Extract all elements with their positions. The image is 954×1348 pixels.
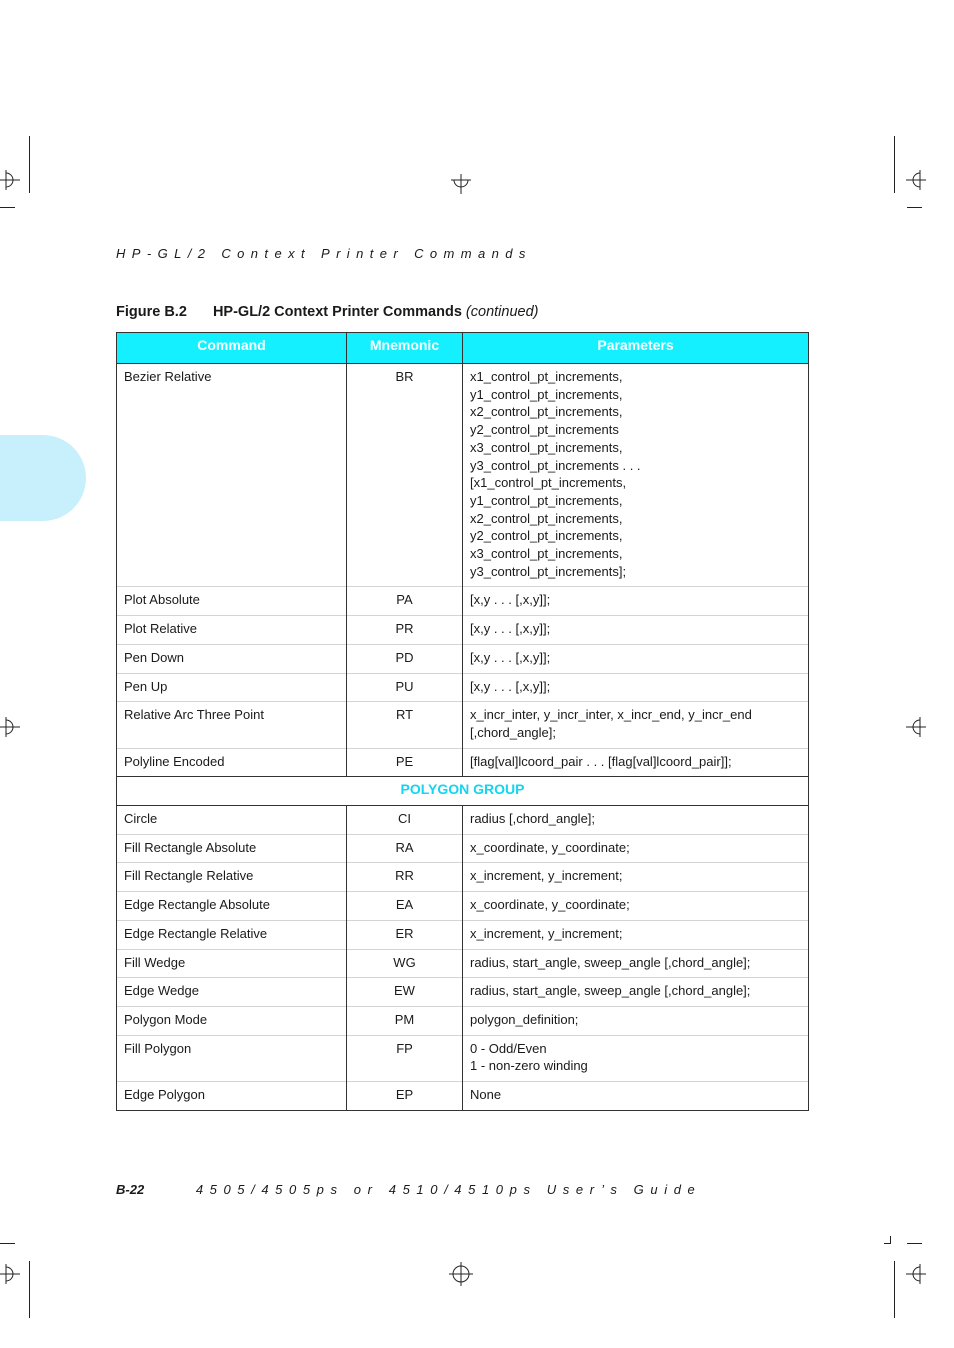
command-cell: Fill Polygon xyxy=(117,1035,347,1081)
crop-mark xyxy=(894,1261,895,1318)
column-header-command: Command xyxy=(117,333,347,364)
table-row xyxy=(117,616,809,645)
registration-target-icon xyxy=(451,174,471,194)
command-cell: Edge Rectangle Absolute xyxy=(117,892,347,921)
registration-target-icon xyxy=(0,717,20,737)
parameters-cell: x_increment, y_increment; xyxy=(463,920,809,949)
mnemonic-cell: RA xyxy=(347,834,463,863)
command-cell: Edge Wedge xyxy=(117,978,347,1007)
page-footer xyxy=(116,1182,701,1197)
commands-table xyxy=(116,332,809,1111)
mnemonic-cell: PA xyxy=(347,587,463,616)
table-row xyxy=(117,1035,809,1081)
mnemonic-cell: ER xyxy=(347,920,463,949)
mnemonic-cell: WG xyxy=(347,949,463,978)
parameters-cell: [x,y . . . [,x,y]]; xyxy=(463,644,809,673)
column-header-mnemonic: Mnemonic xyxy=(347,333,463,364)
table-row xyxy=(117,644,809,673)
table-header-row xyxy=(117,333,809,364)
table-row xyxy=(117,1082,809,1111)
parameters-cell: [x,y . . . [,x,y]]; xyxy=(463,673,809,702)
parameters-cell: x_coordinate, y_coordinate; xyxy=(463,834,809,863)
mnemonic-cell: CI xyxy=(347,806,463,835)
command-cell: Relative Arc Three Point xyxy=(117,702,347,748)
table-row xyxy=(117,748,809,777)
running-header: HP-GL/2 Context Printer Commands xyxy=(116,246,532,261)
mnemonic-cell: PR xyxy=(347,616,463,645)
figure-number: Figure B.2 xyxy=(116,304,187,320)
command-cell: Edge Polygon xyxy=(117,1082,347,1111)
command-cell: Fill Wedge xyxy=(117,949,347,978)
parameters-cell: radius [,chord_angle]; xyxy=(463,806,809,835)
table-body xyxy=(117,364,809,1111)
parameters-cell: x1_control_pt_increments, y1_control_pt_increments, x2_control_pt_increments, y2_control_pt_increments x3_control_pt_increments, y3_control_pt_increments . . . [x1_control_pt_increments, y1_control_pt_increments, x2_control_pt_increments, y2_control_pt_increments, x3_control_pt_increments, y3_control_pt_increments]; xyxy=(463,364,809,587)
parameters-cell: x_incr_inter, y_incr_inter, x_incr_end, y_incr_end [,chord_angle]; xyxy=(463,702,809,748)
crop-mark xyxy=(29,1261,30,1318)
table-row xyxy=(117,949,809,978)
command-cell: Fill Rectangle Relative xyxy=(117,863,347,892)
corner-mark xyxy=(884,1243,891,1244)
parameters-cell: x_coordinate, y_coordinate; xyxy=(463,892,809,921)
crop-mark xyxy=(907,207,922,208)
table-row xyxy=(117,1006,809,1035)
table-row xyxy=(117,587,809,616)
registration-target-icon xyxy=(906,1264,926,1284)
registration-target-icon xyxy=(0,170,20,190)
parameters-cell: [x,y . . . [,x,y]]; xyxy=(463,587,809,616)
command-cell: Fill Rectangle Absolute xyxy=(117,834,347,863)
figure-suffix: (continued) xyxy=(465,304,539,320)
figure-caption xyxy=(116,304,538,320)
mnemonic-cell: PD xyxy=(347,644,463,673)
command-cell: Plot Absolute xyxy=(117,587,347,616)
table-row xyxy=(117,702,809,748)
mnemonic-cell: PE xyxy=(347,748,463,777)
table-row xyxy=(117,673,809,702)
page-number: B-22 xyxy=(116,1182,145,1197)
table-row xyxy=(117,892,809,921)
group-row xyxy=(117,777,809,806)
crop-mark xyxy=(0,207,15,208)
parameters-cell: 0 - Odd/Even 1 - non-zero winding xyxy=(463,1035,809,1081)
mnemonic-cell: BR xyxy=(347,364,463,587)
table-row xyxy=(117,920,809,949)
command-cell: Edge Rectangle Relative xyxy=(117,920,347,949)
command-cell: Polygon Mode xyxy=(117,1006,347,1035)
mnemonic-cell: PM xyxy=(347,1006,463,1035)
parameters-cell: x_increment, y_increment; xyxy=(463,863,809,892)
registration-target-icon xyxy=(449,1262,473,1286)
parameters-cell: radius, start_angle, sweep_angle [,chord_angle]; xyxy=(463,978,809,1007)
crop-mark xyxy=(907,1243,922,1244)
parameters-cell: [x,y . . . [,x,y]]; xyxy=(463,616,809,645)
command-cell: Bezier Relative xyxy=(117,364,347,587)
parameters-cell: radius, start_angle, sweep_angle [,chord_angle]; xyxy=(463,949,809,978)
mnemonic-cell: RR xyxy=(347,863,463,892)
crop-mark xyxy=(0,1243,15,1244)
group-label: POLYGON GROUP xyxy=(117,777,809,806)
parameters-cell: polygon_definition; xyxy=(463,1006,809,1035)
footer-title: 4505/4505ps or 4510/4510ps User’s Guide xyxy=(195,1182,702,1197)
command-cell: Pen Down xyxy=(117,644,347,673)
crop-mark xyxy=(29,136,30,193)
mnemonic-cell: RT xyxy=(347,702,463,748)
command-cell: Polyline Encoded xyxy=(117,748,347,777)
mnemonic-cell: EA xyxy=(347,892,463,921)
registration-target-icon xyxy=(906,170,926,190)
table-row xyxy=(117,834,809,863)
column-header-parameters: Parameters xyxy=(463,333,809,364)
table-row xyxy=(117,863,809,892)
parameters-cell: None xyxy=(463,1082,809,1111)
chapter-tab xyxy=(0,435,86,521)
figure-title: HP-GL/2 Context Printer Commands xyxy=(212,304,462,320)
crop-mark xyxy=(894,136,895,193)
mnemonic-cell: EP xyxy=(347,1082,463,1111)
command-cell: Pen Up xyxy=(117,673,347,702)
mnemonic-cell: FP xyxy=(347,1035,463,1081)
table-row xyxy=(117,364,809,587)
registration-target-icon xyxy=(906,717,926,737)
command-cell: Circle xyxy=(117,806,347,835)
table-row xyxy=(117,806,809,835)
parameters-cell: [flag[val]lcoord_pair . . . [flag[val]lcoord_pair]]; xyxy=(463,748,809,777)
mnemonic-cell: EW xyxy=(347,978,463,1007)
registration-target-icon xyxy=(0,1264,20,1284)
mnemonic-cell: PU xyxy=(347,673,463,702)
command-cell: Plot Relative xyxy=(117,616,347,645)
table-row xyxy=(117,978,809,1007)
